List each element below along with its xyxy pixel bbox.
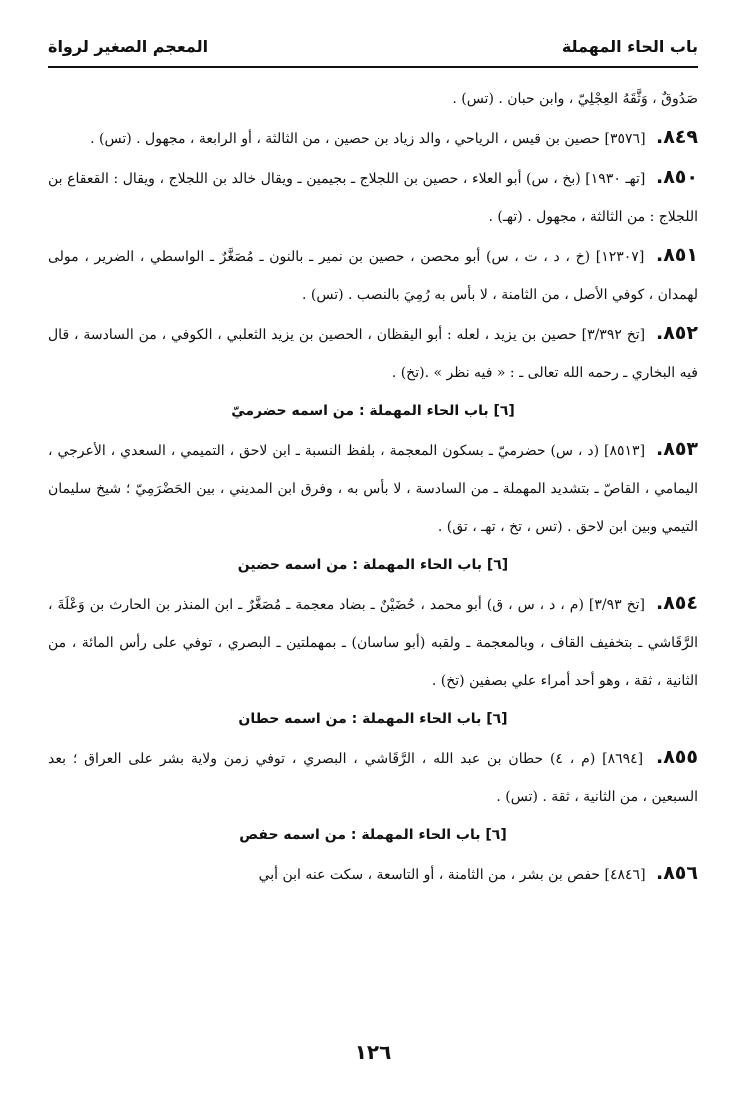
entry-number: ٨٥٢. — [655, 322, 698, 344]
entry-number: ٨٥٥. — [655, 746, 698, 768]
entry-text: [تهـ ١٩٣٠] (بخ ، س) أبو العلاء ، حصين بن اللجلاج ـ بجيمين ـ ويقال خالد بن اللجلاج ، ويقال : القعقاع بن اللجلاج : من الثالثة ، مجهول . (تهـ) . — [48, 171, 698, 225]
page-body — [48, 80, 698, 894]
entry — [48, 854, 698, 894]
header-right-title: باب الحاء المهملة — [561, 36, 698, 56]
section-heading: [٦] باب الحاء المهملة : من اسمه حضين — [237, 557, 509, 573]
header-divider — [48, 66, 698, 68]
entry — [48, 584, 698, 700]
entry-number: ٨٥٣. — [656, 438, 699, 460]
section-heading: [٦] باب الحاء المهملة : من اسمه حطان — [238, 711, 508, 727]
header-left-title: المعجم الصغير لرواة — [48, 36, 209, 56]
entry-number: ٨٤٩. — [655, 126, 698, 148]
entry — [48, 158, 698, 236]
entry-text: [٨٥١٣] (د ، س) حضرميّ ـ بسكون المعجمة ، بلفظ النسبة ـ ابن لاحق ، التميمي ، السعدي ، الأعرجي ، اليمامي ، القاصّ ـ بتشديد المهملة ـ من السادسة ، لا بأس به ، وفرق ابن المديني ، بين الحَضْرَمِيّ ؛ شيخ سليمان التيمي وبين ابن لاحق . (تس ، تخ ، تهـ ، تق) . — [48, 443, 698, 535]
book-page — [48, 28, 698, 1068]
page-number: ١٢٦ — [354, 1040, 392, 1064]
entry-number: ٨٥٦. — [655, 862, 698, 884]
section-heading: [٦] باب الحاء المهملة : من اسمه حضرميّ — [231, 403, 515, 419]
entry-text: [تخ ٣/٩٣] (م ، د ، س ، ق) أبو محمد ، حُضَيْنٌ ـ بضاد معجمة ـ مُصَغَّرٌ ـ ابن المنذر بن الحارث بن وَعْلَةَ ، الرَّقَاشي ـ بتخفيف القاف ، وبالمعجمة ـ ولقبه (أبو ساسان) ـ بمهملتين ـ البصري ، توفي على رأس المائة ، من الثانية ، ثقة ، وهو أحد أمراء علي بصفين (تخ) . — [48, 597, 698, 689]
continuation-line: صَدُوقٌ ، وَثَّقَهُ العِجْلِيّ ، وابن حبان . (تس) . — [452, 91, 698, 107]
entry-number: ٨٥٤. — [655, 592, 698, 614]
section-heading: [٦] باب الحاء المهملة : من اسمه حفص — [239, 827, 507, 843]
entry-text: [١٢٣٠٧] (خ ، د ، ت ، س) أبو محصن ، حصين بن نمير ـ بالنون ـ مُصَغَّرٌ ـ الواسطي ، الضرير ، مولى لهمدان ، كوفي الأصل ، من الثامنة ، لا بأس به رُمِيَ بالنصب . (تس) . — [48, 249, 698, 303]
entry — [48, 430, 698, 546]
entry — [48, 118, 698, 158]
entry-number: ٨٥١. — [655, 244, 698, 266]
entry-text: [٤٨٤٦] حفص بن بشر ، من الثامنة ، أو التاسعة ، سكت عنه ابن أبي — [258, 867, 646, 883]
entry-text: [٨٦٩٤] (م ، ٤) حطان بن عبد الله ، الرَّقَاشي ، البصري ، توفي زمن ولاية بشر على العراق ؛ بعد السبعين ، من الثانية ، ثقة . (تس) . — [48, 751, 698, 805]
page-header — [48, 28, 698, 64]
entry-text: [تخ ٣/٣٩٢] حصين بن يزيد ، لعله : أبو اليقظان ، الحصين بن يزيد الثعلبي ، الكوفي ، من السادسة ، قال فيه البخاري ـ رحمه الله تعالى ـ : « فيه نظر » .(تخ) . — [48, 327, 698, 381]
entry-text: [٣٥٧٦] حصين بن قيس ، الرياحي ، والد زياد بن حصين ، من الثالثة ، أو الرابعة ، مجهول . (تس) . — [90, 131, 646, 147]
entry — [48, 236, 698, 314]
entry-number: ٨٥٠. — [655, 166, 698, 188]
entry — [48, 314, 698, 392]
entry — [48, 738, 698, 816]
